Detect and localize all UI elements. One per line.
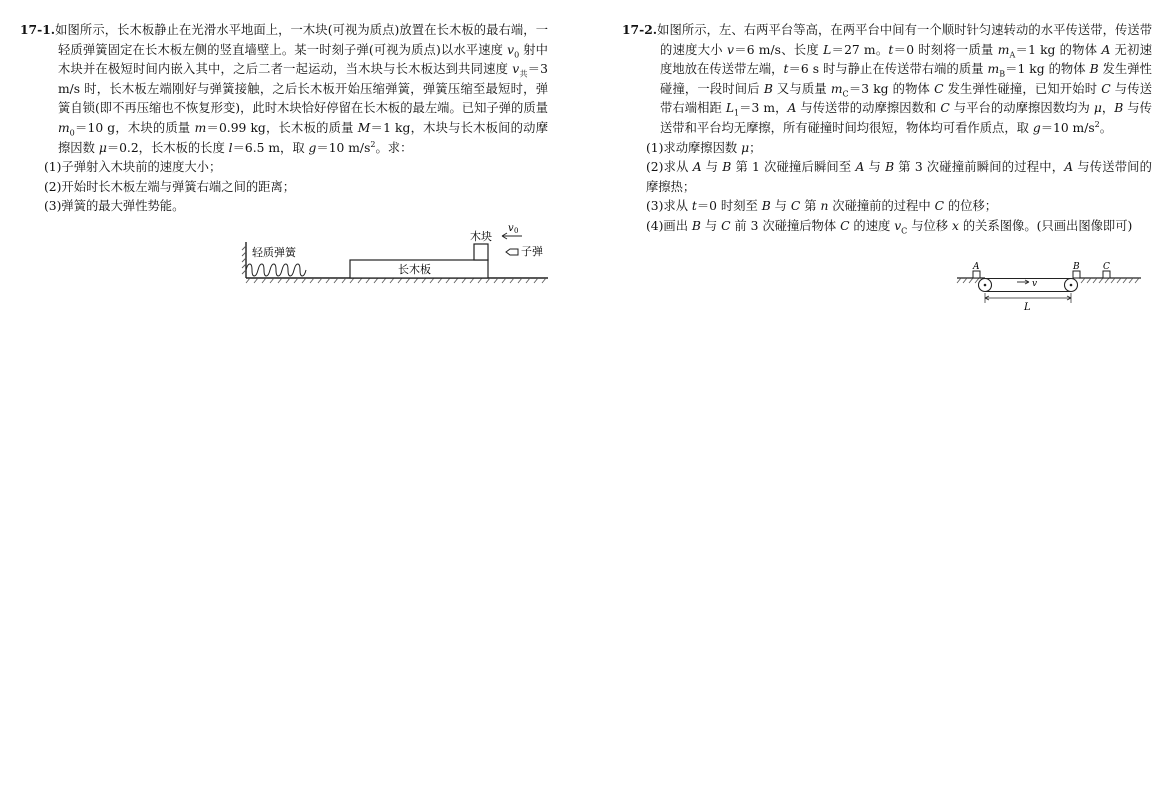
sub-text: 第 3 次碰撞前瞬间的过程中， [894,160,1065,175]
var-C: C [940,101,950,116]
var-v: v [512,62,520,77]
figure-17-2 [955,258,1145,312]
var-m: m [987,62,1000,77]
var-v: v [507,42,515,57]
var-A: A [1064,160,1074,175]
sub-question-2 [622,158,1152,197]
var-m: m [997,42,1010,57]
var-v: v [727,42,734,57]
sub-text: 第 1 次碰撞后瞬间至 [731,160,856,175]
figure-17-1 [240,220,560,286]
stem-text: ＝10 m/s [316,140,371,155]
figure-17-2-diagram [955,258,1145,312]
var-B: B [1114,101,1124,116]
var-x: x [952,218,959,233]
body-B-label: B [1073,262,1080,272]
var-n: n [820,199,829,214]
stem-text: ＝3 kg 的物体 [848,81,935,96]
var-C: C [934,199,944,214]
var-C: C [934,81,944,96]
sub-text: 与 [770,199,791,214]
block-label: 木块 [470,230,492,243]
var-sub: C [901,226,908,236]
var-C: C [721,218,731,233]
body-C-label: C [1103,262,1110,272]
length-label: L [1024,302,1031,312]
sub-text: 第 [800,199,821,214]
var-t: t [888,42,894,57]
var-L: L [823,42,832,57]
var-B: B [722,160,732,175]
stem-text: ＝10 m/s [1040,120,1095,135]
stem-text: ＝6.5 m，取 [232,140,309,155]
sub-question-2: (2)开始时长木板左端与弹簧右端之间的距离； [44,179,296,194]
var-B: B [885,160,895,175]
sub-question-1 [622,139,1152,159]
sub-text: 前 3 次碰撞后物体 [730,218,841,233]
spring-label: 轻质弹簧 [252,246,296,259]
sub-text: 与传送带间的摩擦热； [646,160,1152,194]
stem-text: ＝0 时刻将一质量 [893,42,998,57]
var-m: m [194,120,207,135]
stem-text: 。求： [375,140,413,155]
stem-text: 发生弹性碰撞，已知开始时 [943,81,1102,96]
var-A: A [692,160,702,175]
stem-text: ＝6 m/s、长度 [733,42,824,57]
figure-17-1-diagram [240,220,560,286]
stem-text: 与传送带和平台均无摩擦，所有碰撞时间均很短，物体均可看作质点，取 [660,101,1152,135]
stem-text: 又与质量 [772,81,831,96]
stem-text: 与平台的动摩擦因数均为 [949,101,1094,116]
sub-text: 次碰撞前的过程中 [828,199,935,214]
var-C: C [790,199,801,214]
var-t: t [691,199,697,214]
var-l: l [228,140,233,155]
var-sup: 2 [370,139,376,149]
var-M: M [357,120,371,135]
sub-text: 的速度 [849,218,895,233]
sub-text: 的关系图像。(只画出图像即可) [958,218,1133,233]
stem-text: ＝1 kg 的物体 [1005,62,1090,77]
stem-text: ＝0.99 kg，长木板的质量 [206,120,358,135]
stem-text: ＝6 s 时与静止在传送带右端的质量 [788,62,988,77]
right-roller-axle [1070,284,1073,287]
problem-number: 17-1. [20,22,56,37]
var-A: A [787,101,797,116]
sub-text: (4)画出 [646,218,692,233]
var-L: L [725,101,734,116]
v0-sub-label: 0 [514,227,519,235]
problem-number: 17-2. [622,22,658,37]
sub-text: (3)求从 [646,199,692,214]
problem-17-2 [622,20,1152,237]
sub-text: 与 [864,160,886,175]
problem-17-1-stem [20,20,548,158]
sub-text: 与 [701,160,723,175]
right-platform-hatch [1081,278,1139,283]
var-sub: 0 [514,50,520,60]
wood-block [474,244,488,260]
sub-text: ＝0 时刻至 [696,199,762,214]
stem-text: 如图所示，长木板静止在光滑水平地面上，一木块(可视为质点)放置在长木板的最右端，一轻质弹簧固定在长木板左侧的竖直墙壁上。某一时刻子弹(可视为质点)以水平速度 [55,23,548,57]
var-sup: 2 [1094,119,1100,129]
sub-text: 与位移 [907,218,952,233]
spring-shape [246,264,306,276]
sub-text: ； [749,140,762,155]
var-mu: μ [741,140,750,155]
stem-text: ＝1 kg，木块与长木板间的动摩擦因数 [58,120,548,155]
board-label: 长木板 [398,263,431,276]
sub-question-4 [622,217,1152,237]
var-m: m [58,120,70,135]
var-mu: μ [1093,101,1102,116]
var-g: g [1032,120,1041,135]
var-v: v [894,218,902,233]
var-sub: 共 [519,69,528,79]
bullet-label: 子弹 [521,245,543,258]
var-sub: B [999,69,1006,79]
stem-text: ＝1 kg 的物体 [1015,42,1102,57]
body-B [1073,271,1080,278]
stem-text: 与传送带的动摩擦因数和 [796,101,941,116]
body-A [973,271,980,278]
stem-text: 发生弹性碰撞，一段时间后 [660,62,1152,96]
var-g: g [308,140,317,155]
sub-text: 的位移； [943,199,998,214]
stem-text: 与传送带右端相距 [660,81,1152,116]
sub-question-3: (3)弹簧的最大弹性势能。 [44,199,185,214]
sub-question-3 [622,197,1152,217]
belt-speed-label: v [1032,279,1038,289]
var-mu: μ [98,140,107,155]
body-A-label: A [973,262,980,272]
sub-text: 与 [700,218,722,233]
var-C: C [1101,81,1111,96]
stem-text: ＝10 g，木块的质量 [74,120,195,135]
var-B: B [1089,62,1099,77]
stem-text: ， [1101,101,1115,116]
var-B: B [761,199,771,214]
var-A: A [1101,42,1111,57]
sub-text: (2)求从 [646,160,693,175]
var-sub: 1 [734,108,740,118]
var-B: B [691,218,701,233]
sub-question-1: (1)子弹射入木块前的速度大小； [44,160,222,175]
stem-text: 射中木块并在极短时间内嵌入其中，之后二者一起运动，当木块与长木板达到共同速度 [58,42,548,77]
problem-17-2-stem [622,20,1152,139]
ground-hatch [246,278,546,283]
var-sub: A [1009,50,1016,60]
var-t: t [783,62,789,77]
var-B: B [763,81,773,96]
stem-text: 如图所示，左、右两平台等高，在两平台中间有一个顺时针匀速转动的水平传送带，传送带的速度大小 [657,23,1152,57]
stem-text: 无初速度地放在传送带左端， [660,42,1152,77]
sub-text: (1)求动摩擦因数 [646,140,742,155]
v0-label: v [508,223,514,234]
body-C [1103,271,1110,278]
bullet-shape [506,249,518,255]
stem-text: 。 [1099,120,1113,135]
left-roller-axle [984,284,987,287]
var-A: A [855,160,865,175]
problem-17-1 [20,20,548,217]
var-sub: C [842,89,849,99]
var-m: m [830,81,843,96]
var-sub: 0 [69,128,75,138]
stem-text: ＝3 m， [739,101,788,116]
var-C: C [840,218,850,233]
stem-text: ＝27 m。 [831,42,889,57]
stem-text: ＝3 m/s 时，长木板左端刚好与弹簧接触，之后长木板开始压缩弹簧，弹簧压缩至最短时，弹簧自锁(即不再压缩也不恢复形变)，此时木块恰好停留在长木板的最左端。已知子弹的质量 [58,62,549,116]
stem-text: ＝0.2，长木板的长度 [106,140,229,155]
